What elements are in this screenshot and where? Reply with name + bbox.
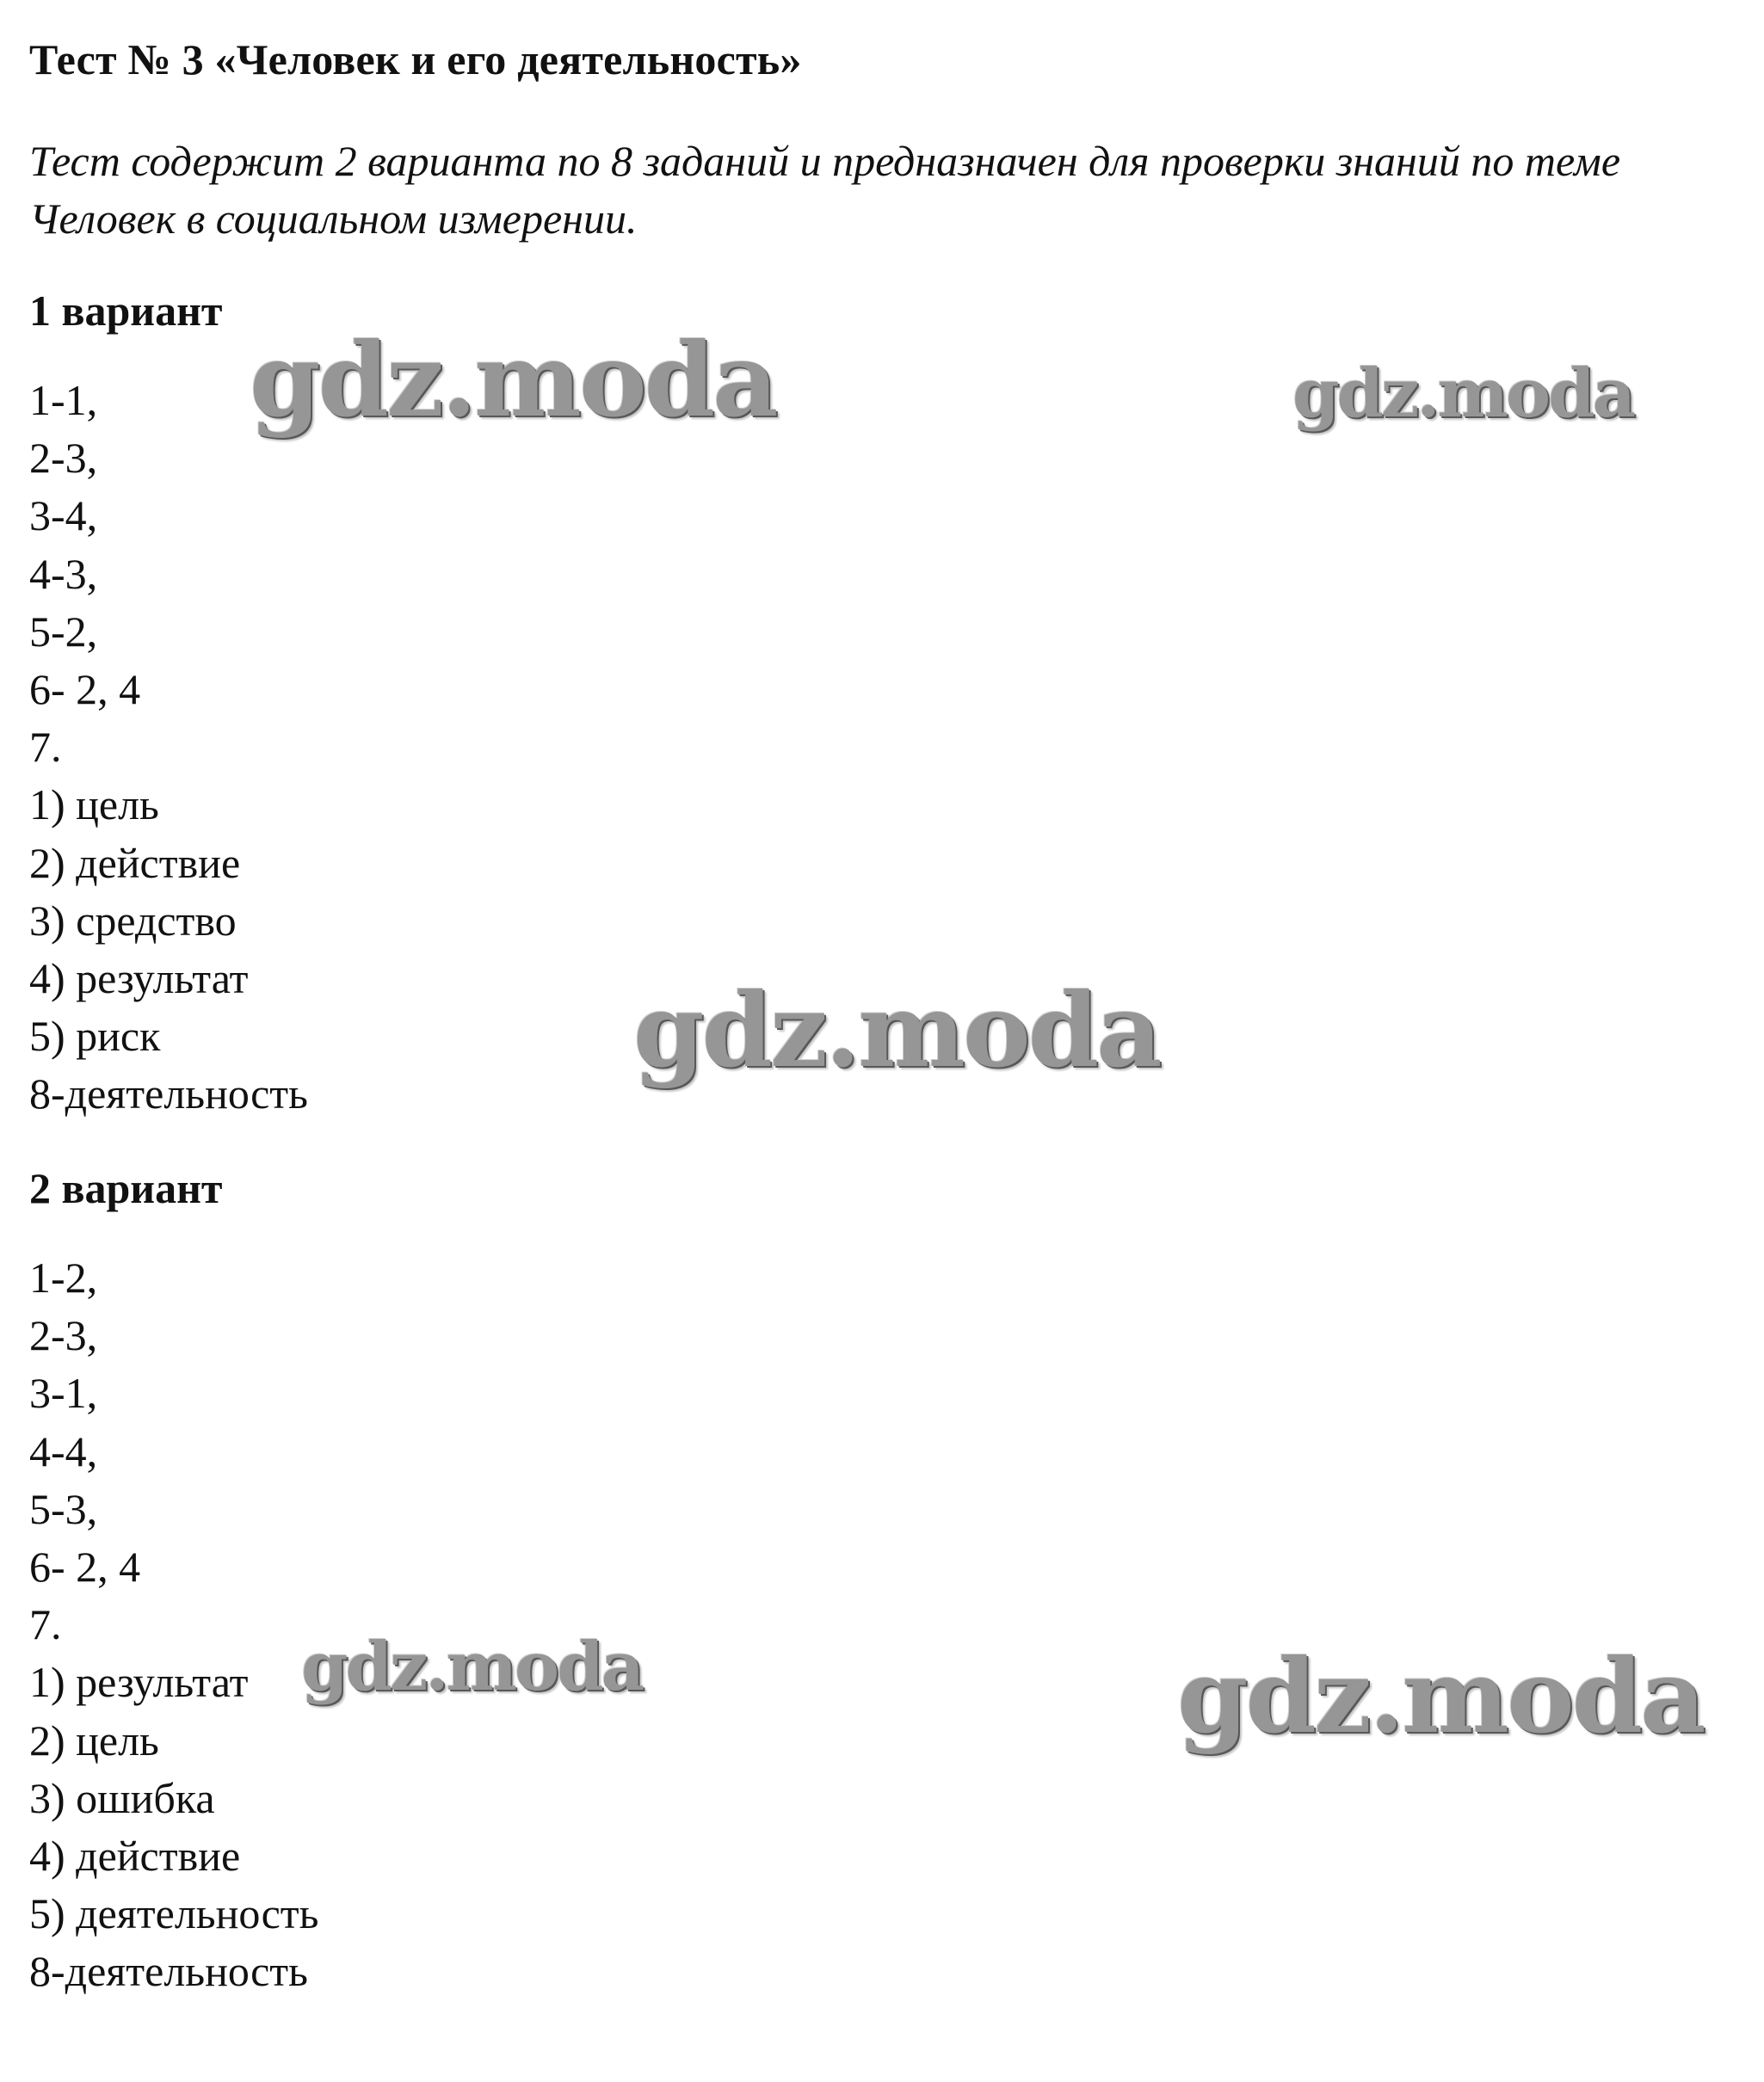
answer-item: 5-3, (29, 1484, 98, 1533)
answer-item: 4) результат (29, 954, 249, 1003)
answer-item: 1) результат (29, 1658, 249, 1707)
document-intro: Тест содержит 2 варианта по 8 заданий и предназначен для проверки знаний по теме Человек в социальном измерении. (29, 137, 1621, 243)
answer-item: 8-деятельность (29, 1069, 308, 1118)
watermark: gdz.moda (250, 320, 776, 440)
answer-item: 5-2, (29, 607, 98, 656)
answer-item: 1-1, (29, 376, 98, 424)
watermark: gdz.moda (1177, 1636, 1704, 1756)
answer-item: 1) цель (29, 780, 159, 829)
answer-item: 2) цель (29, 1715, 159, 1765)
answer-item: 6- 2, 4 (29, 1543, 141, 1592)
variant-1-answers (29, 372, 308, 1124)
answer-item: 2-3, (29, 434, 98, 483)
answer-item: 4-4, (29, 1426, 98, 1475)
answer-item: 5) деятельность (29, 1889, 319, 1938)
watermark: gdz.moda (1292, 354, 1634, 433)
answer-item: 7. (29, 1600, 62, 1649)
variant-1-heading: 1 вариант (29, 286, 223, 335)
answer-item: 5) риск (29, 1012, 161, 1061)
answer-item: 6- 2, 4 (29, 665, 141, 714)
watermark: gdz.moda (301, 1628, 643, 1706)
answer-item: 4-3, (29, 549, 98, 598)
variant-2-heading: 2 вариант (29, 1164, 223, 1212)
answer-item: 1-2, (29, 1254, 98, 1302)
answer-item: 2-3, (29, 1311, 98, 1360)
answer-item: 7. (29, 723, 62, 772)
answer-item: 8-деятельность (29, 1947, 308, 1996)
answer-item: 3) ошибка (29, 1773, 215, 1822)
answer-item: 3-4, (29, 491, 98, 540)
document-title: Тест № 3 «Человек и его деятельность» (29, 35, 802, 83)
answer-item: 3-1, (29, 1369, 98, 1418)
answer-item: 2) действие (29, 838, 241, 887)
variant-2-answers (29, 1249, 318, 2001)
answer-item: 4) действие (29, 1832, 241, 1881)
watermark: gdz.moda (633, 970, 1160, 1090)
answer-item: 3) средство (29, 896, 237, 945)
